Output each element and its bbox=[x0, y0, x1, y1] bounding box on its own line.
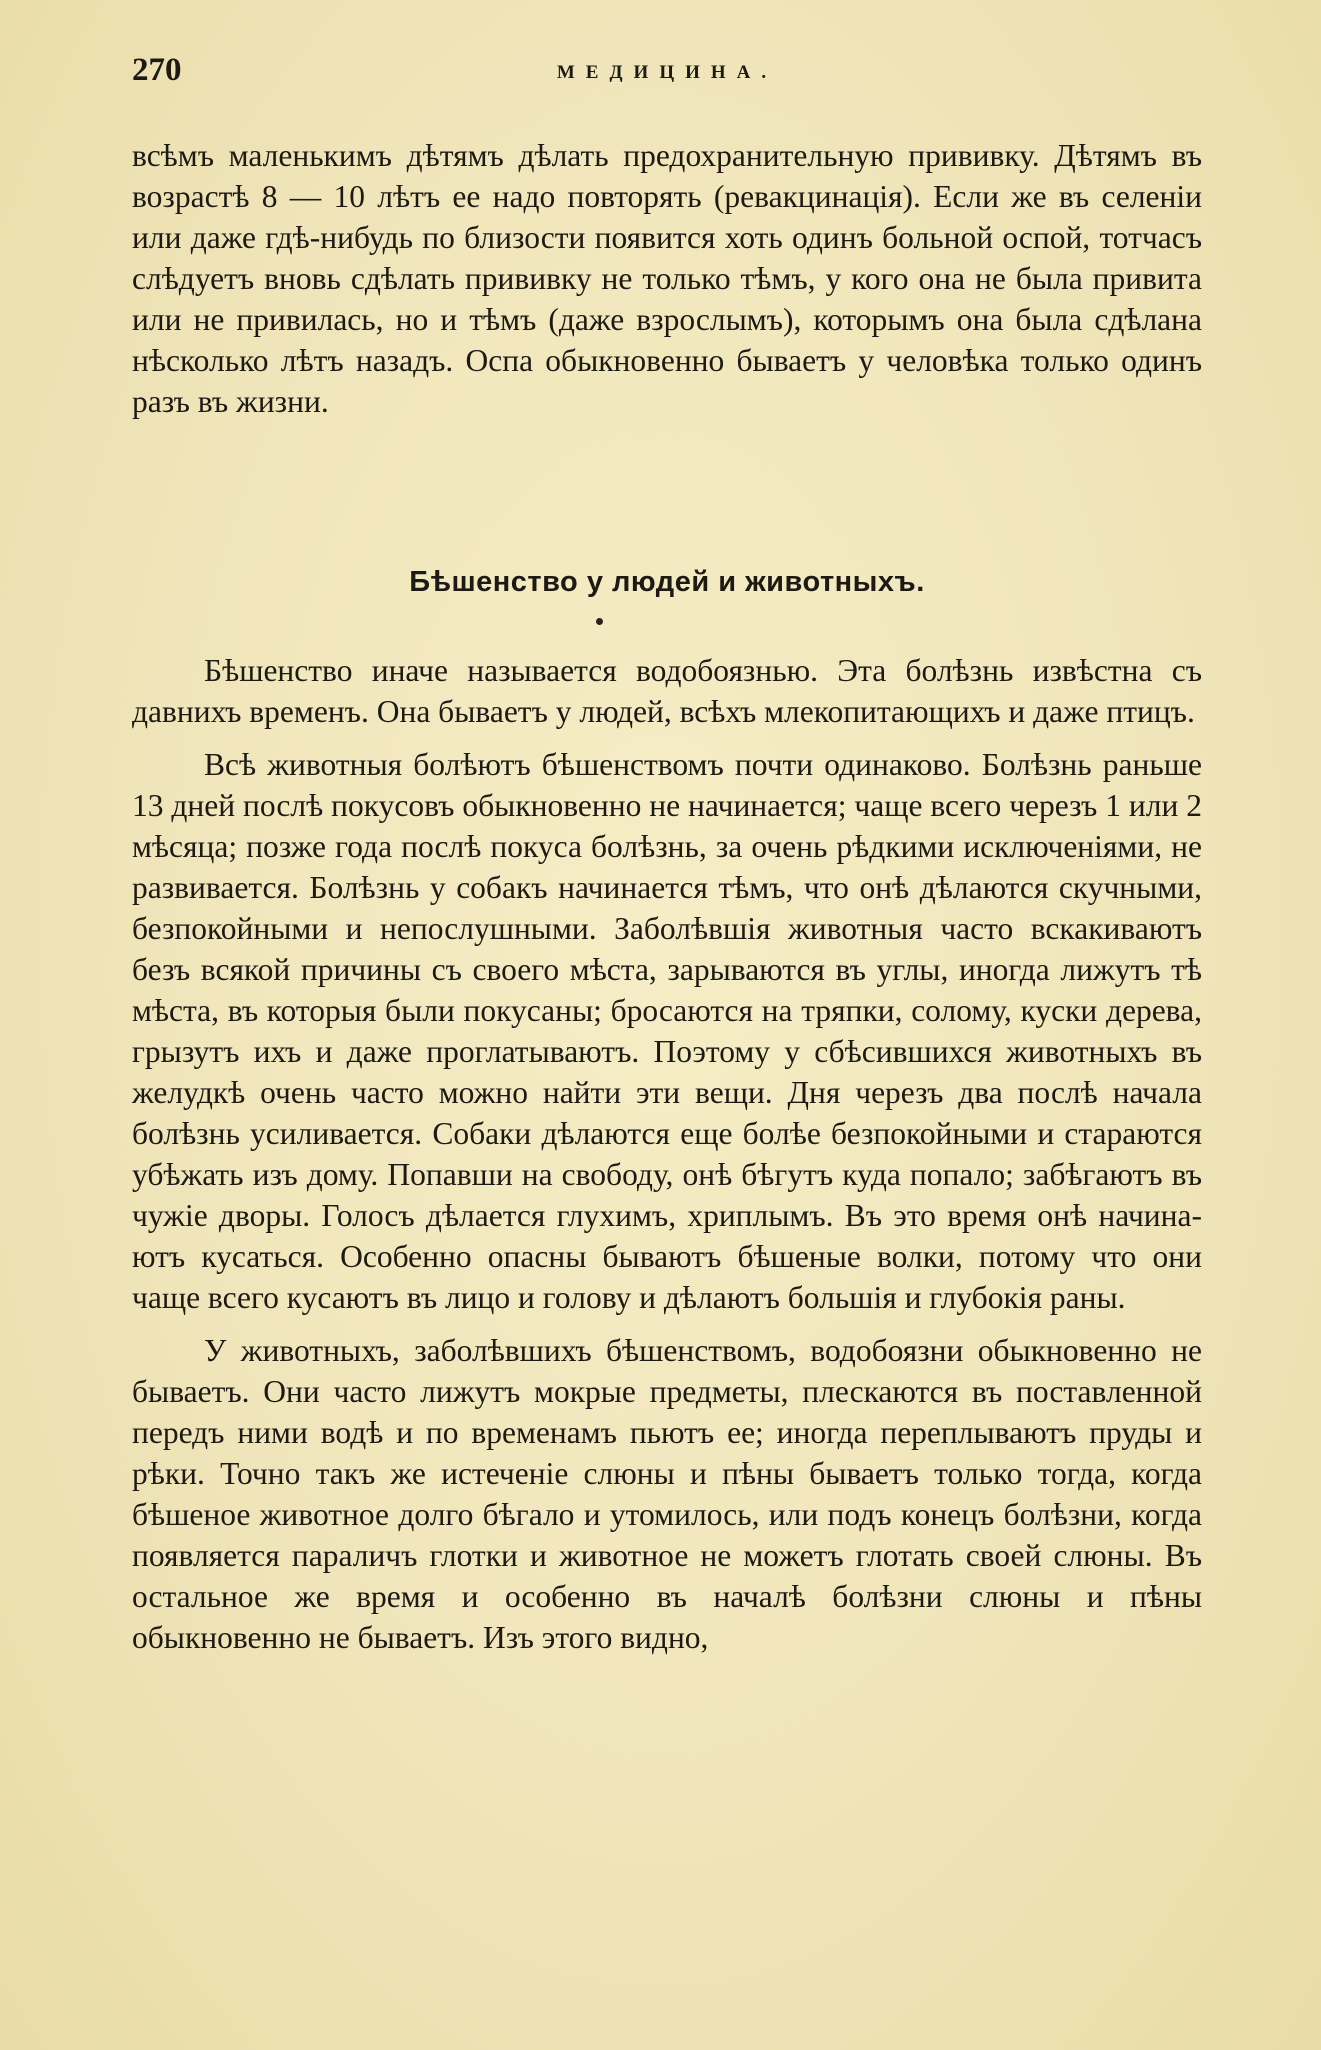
continued-text bbox=[132, 135, 1202, 434]
section-body bbox=[132, 650, 1202, 1670]
running-title: МЕДИЦИНА. bbox=[556, 62, 778, 83]
continued-paragraph: всѣмъ маленькимъ дѣтямъ дѣлать предохранительную прививку. Дѣтямъ въ возрастѣ 8 — 10 лѣтъ ее надо повторять (ревакцинація). Если же въ селеніи или даже гдѣ-нибудь по близости появится хоть одинъ больной оспой, тотчасъ слѣдуетъ вновь сдѣлать прививку не только тѣмъ, у кого она не была привита или не привилась, но и тѣмъ (даже взрослымъ), которымъ она была сдѣлана нѣсколько лѣтъ назадъ. Оспа обыкновенно бываетъ у человѣка только одинъ разъ въ жизни. bbox=[132, 138, 1202, 419]
paragraph-2: Всѣ животныя болѣютъ бѣшенствомъ почти одинаково. Болѣзнь раньше 13 дней послѣ покусовъ обыкновенно не начинается; чаще всего черезъ 1 или 2 мѣсяца; позже года послѣ покуса болѣзнь, за очень рѣдкими исключеніями, не развивается. Болѣзнь у собакъ начинается тѣмъ, что онѣ дѣлаются скучными, безпокойными и непослушными. Заболѣвшія животныя часто вскакиваютъ безъ всякой причины съ своего мѣста, зарываются въ углы, иногда лижутъ тѣ мѣста, въ которыя были покусаны; бросаются на тряпки, солому, куски дерева, грызутъ ихъ и даже проглатываютъ. Поэтому у сбѣсившихся животныхъ въ желудкѣ очень часто можно найти эти вещи. Дня черезъ два послѣ начала болѣзнь усиливается. Собаки дѣлаются еще болѣе безпокойными и стараются убѣжать изъ дому. Попавши на свободу, онѣ бѣгутъ куда попало; забѣгаютъ въ чужіе дворы. Голосъ дѣлается глухимъ, хриплымъ. Въ это время онѣ начинаютъ кусаться. Особенно опасны бываютъ бѣшеные волки, потому что они чаще всего кусаютъ въ лицо и голову и дѣлаютъ большія и глубокія раны. bbox=[132, 747, 1202, 1315]
paragraph-3: У животныхъ, заболѣвшихъ бѣшенствомъ, водобоязни обыкновенно не бываетъ. Они часто лижутъ мокрые предметы, плескаются въ поставленной передъ ними водѣ и по временамъ пьютъ ее; иногда переплываютъ пруды и рѣки. Точно такъ же истеченіе слюны и пѣны бываетъ только тогда, когда бѣшеное животное долго бѣгало и утомилось, или подъ конецъ болѣзни, когда появляется параличъ глотки и животное не можетъ глотать своей слюны. Въ остальное же время и особенно въ началѣ болѣзни слюны и пѣны обыкновенно не бываетъ. Изъ этого видно, bbox=[132, 1333, 1202, 1655]
page-number: 270 bbox=[132, 52, 182, 88]
heading-ornament-dot bbox=[596, 618, 603, 625]
section-heading: Бѣшенство у людей и животныхъ. bbox=[409, 566, 925, 598]
page-header bbox=[132, 52, 1202, 102]
paragraph-1: Бѣшенство иначе называется водобоязнью. Эта болѣзнь извѣстна съ давнихъ временъ. Она бываетъ у людей, всѣхъ млекопитающихъ и даже птицъ. bbox=[132, 653, 1202, 729]
